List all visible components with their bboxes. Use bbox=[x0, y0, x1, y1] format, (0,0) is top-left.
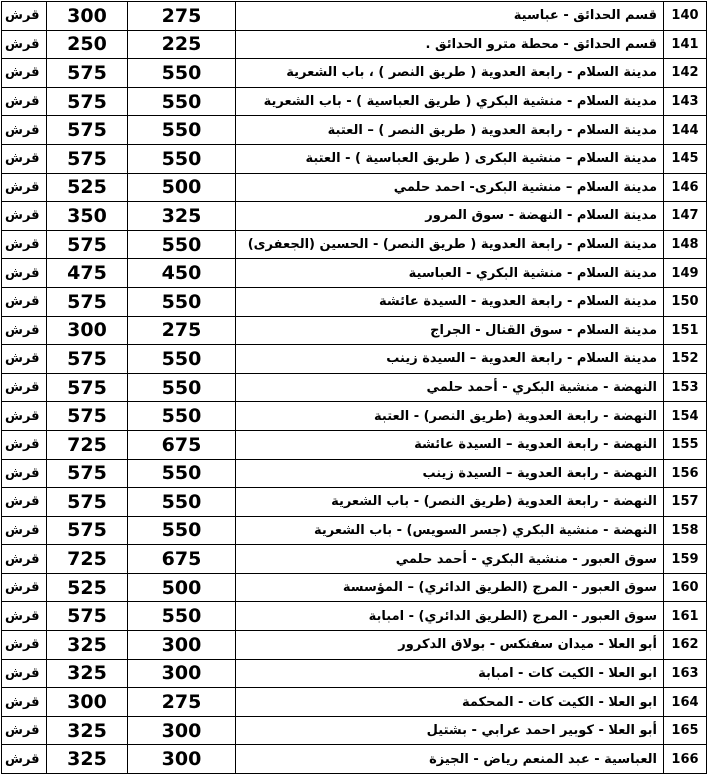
new-fare-cell: 300 bbox=[47, 2, 128, 31]
route-name-cell: مدينة السلام - منشية البكري ( طريق العباسية ) - باب الشعرية bbox=[236, 87, 664, 116]
old-fare-cell: 325 bbox=[128, 202, 236, 231]
currency-unit-cell: قرش bbox=[2, 659, 47, 688]
route-name-cell: مدينة السلام - رابعة العدوية ( طريق النصر) - الحسين (الجعفرى) bbox=[236, 230, 664, 259]
currency-unit-cell: قرش bbox=[2, 545, 47, 574]
table-row bbox=[2, 573, 707, 602]
route-name-cell: مدينة السلام - النهضة - سوق المرور bbox=[236, 202, 664, 231]
currency-unit-cell: قرش bbox=[2, 173, 47, 202]
line-number-cell: 150 bbox=[664, 287, 707, 316]
old-fare-cell: 450 bbox=[128, 259, 236, 288]
route-name-cell: مدينة السلام - رابعة العدوية - السيدة عائشة bbox=[236, 287, 664, 316]
new-fare-cell: 575 bbox=[47, 144, 128, 173]
table-row bbox=[2, 287, 707, 316]
currency-unit-cell: قرش bbox=[2, 631, 47, 660]
line-number-cell: 154 bbox=[664, 402, 707, 431]
old-fare-cell: 550 bbox=[128, 230, 236, 259]
old-fare-cell: 550 bbox=[128, 516, 236, 545]
new-fare-cell: 475 bbox=[47, 259, 128, 288]
new-fare-cell: 575 bbox=[47, 459, 128, 488]
table-row bbox=[2, 59, 707, 88]
new-fare-cell: 325 bbox=[47, 745, 128, 774]
line-number-cell: 159 bbox=[664, 545, 707, 574]
old-fare-cell: 300 bbox=[128, 716, 236, 745]
table-row bbox=[2, 316, 707, 345]
currency-unit-cell: قرش bbox=[2, 716, 47, 745]
route-name-cell: أبو العلا - كوبير احمد عرابي - بشتيل bbox=[236, 716, 664, 745]
table-row bbox=[2, 716, 707, 745]
line-number-cell: 162 bbox=[664, 631, 707, 660]
new-fare-cell: 350 bbox=[47, 202, 128, 231]
new-fare-cell: 575 bbox=[47, 602, 128, 631]
old-fare-cell: 275 bbox=[128, 688, 236, 717]
route-name-cell: النهضة - رابعة العدوية – السيدة زينب bbox=[236, 459, 664, 488]
new-fare-cell: 725 bbox=[47, 545, 128, 574]
table-row bbox=[2, 173, 707, 202]
table-row bbox=[2, 688, 707, 717]
currency-unit-cell: قرش bbox=[2, 259, 47, 288]
old-fare-cell: 550 bbox=[128, 144, 236, 173]
route-name-cell: مدينة السلام - رابعة العدوية – السيدة زينب bbox=[236, 345, 664, 374]
line-number-cell: 161 bbox=[664, 602, 707, 631]
table-row bbox=[2, 488, 707, 517]
line-number-cell: 163 bbox=[664, 659, 707, 688]
table-row bbox=[2, 659, 707, 688]
new-fare-cell: 575 bbox=[47, 59, 128, 88]
route-name-cell: سوق العبور - منشية البكري - أحمد حلمي bbox=[236, 545, 664, 574]
line-number-cell: 151 bbox=[664, 316, 707, 345]
table-row bbox=[2, 230, 707, 259]
route-name-cell: مدينة السلام – منشية البكرى- احمد حلمي bbox=[236, 173, 664, 202]
table-row bbox=[2, 30, 707, 59]
currency-unit-cell: قرش bbox=[2, 488, 47, 517]
new-fare-cell: 300 bbox=[47, 316, 128, 345]
old-fare-cell: 500 bbox=[128, 173, 236, 202]
old-fare-cell: 675 bbox=[128, 545, 236, 574]
old-fare-cell: 500 bbox=[128, 573, 236, 602]
line-number-cell: 160 bbox=[664, 573, 707, 602]
new-fare-cell: 525 bbox=[47, 573, 128, 602]
line-number-cell: 165 bbox=[664, 716, 707, 745]
new-fare-cell: 325 bbox=[47, 716, 128, 745]
line-number-cell: 146 bbox=[664, 173, 707, 202]
currency-unit-cell: قرش bbox=[2, 287, 47, 316]
table-row bbox=[2, 602, 707, 631]
route-name-cell: النهضة - منشية البكري (جسر السويس) - باب الشعرية bbox=[236, 516, 664, 545]
table-row bbox=[2, 345, 707, 374]
currency-unit-cell: قرش bbox=[2, 144, 47, 173]
table-row bbox=[2, 459, 707, 488]
route-name-cell: مدينة السلام - رابعة العدوية ( طريق النصر ) ، باب الشعرية bbox=[236, 59, 664, 88]
old-fare-cell: 300 bbox=[128, 745, 236, 774]
table-row bbox=[2, 144, 707, 173]
route-name-cell: النهضة - رابعة العدوية (طريق النصر) - العتبة bbox=[236, 402, 664, 431]
line-number-cell: 158 bbox=[664, 516, 707, 545]
currency-unit-cell: قرش bbox=[2, 373, 47, 402]
currency-unit-cell: قرش bbox=[2, 316, 47, 345]
new-fare-cell: 575 bbox=[47, 287, 128, 316]
old-fare-cell: 550 bbox=[128, 345, 236, 374]
line-number-cell: 166 bbox=[664, 745, 707, 774]
route-name-cell: أبو العلا - ميدان سفنكس - بولاق الدكرور bbox=[236, 631, 664, 660]
route-name-cell: مدينة السلام - رابعة العدوية ( طريق النصر ) – العتبة bbox=[236, 116, 664, 145]
route-name-cell: العباسية - عبد المنعم رياض - الجيزة bbox=[236, 745, 664, 774]
line-number-cell: 164 bbox=[664, 688, 707, 717]
currency-unit-cell: قرش bbox=[2, 345, 47, 374]
line-number-cell: 145 bbox=[664, 144, 707, 173]
route-name-cell: النهضة - منشية البكري - أحمد حلمي bbox=[236, 373, 664, 402]
currency-unit-cell: قرش bbox=[2, 230, 47, 259]
new-fare-cell: 250 bbox=[47, 30, 128, 59]
line-number-cell: 149 bbox=[664, 259, 707, 288]
currency-unit-cell: قرش bbox=[2, 516, 47, 545]
route-name-cell: مدينة السلام - سوق القنال - الجراج bbox=[236, 316, 664, 345]
new-fare-cell: 575 bbox=[47, 373, 128, 402]
line-number-cell: 140 bbox=[664, 2, 707, 31]
route-name-cell: ابو العلا - الكيت كات - المحكمة bbox=[236, 688, 664, 717]
line-number-cell: 156 bbox=[664, 459, 707, 488]
old-fare-cell: 300 bbox=[128, 659, 236, 688]
currency-unit-cell: قرش bbox=[2, 116, 47, 145]
currency-unit-cell: قرش bbox=[2, 459, 47, 488]
old-fare-cell: 550 bbox=[128, 87, 236, 116]
currency-unit-cell: قرش bbox=[2, 602, 47, 631]
new-fare-cell: 575 bbox=[47, 230, 128, 259]
currency-unit-cell: قرش bbox=[2, 573, 47, 602]
line-number-cell: 157 bbox=[664, 488, 707, 517]
table-row bbox=[2, 259, 707, 288]
currency-unit-cell: قرش bbox=[2, 688, 47, 717]
new-fare-cell: 575 bbox=[47, 87, 128, 116]
table-row bbox=[2, 745, 707, 774]
route-name-cell: النهضة - رابعة العدوية (طريق النصر) - باب الشعرية bbox=[236, 488, 664, 517]
old-fare-cell: 550 bbox=[128, 287, 236, 316]
currency-unit-cell: قرش bbox=[2, 2, 47, 31]
new-fare-cell: 525 bbox=[47, 173, 128, 202]
line-number-cell: 152 bbox=[664, 345, 707, 374]
currency-unit-cell: قرش bbox=[2, 430, 47, 459]
currency-unit-cell: قرش bbox=[2, 87, 47, 116]
old-fare-cell: 275 bbox=[128, 2, 236, 31]
line-number-cell: 147 bbox=[664, 202, 707, 231]
route-name-cell: سوق العبور - المرج (الطريق الدائري) - امبابة bbox=[236, 602, 664, 631]
route-name-cell: مدينة السلام – منشية البكرى ( طريق العباسية ) - العتبة bbox=[236, 144, 664, 173]
route-name-cell: مدينة السلام - منشية البكري - العباسية bbox=[236, 259, 664, 288]
new-fare-cell: 575 bbox=[47, 345, 128, 374]
old-fare-cell: 550 bbox=[128, 402, 236, 431]
new-fare-cell: 300 bbox=[47, 688, 128, 717]
old-fare-cell: 275 bbox=[128, 316, 236, 345]
line-number-cell: 141 bbox=[664, 30, 707, 59]
table-row bbox=[2, 202, 707, 231]
route-name-cell: النهضة - رابعة العدوية – السيدة عائشة bbox=[236, 430, 664, 459]
line-number-cell: 142 bbox=[664, 59, 707, 88]
line-number-cell: 148 bbox=[664, 230, 707, 259]
table-row bbox=[2, 87, 707, 116]
route-name-cell: ابو العلا - الكيت كات - امبابة bbox=[236, 659, 664, 688]
old-fare-cell: 550 bbox=[128, 488, 236, 517]
currency-unit-cell: قرش bbox=[2, 59, 47, 88]
currency-unit-cell: قرش bbox=[2, 745, 47, 774]
fare-table-body bbox=[2, 2, 707, 774]
currency-unit-cell: قرش bbox=[2, 402, 47, 431]
line-number-cell: 144 bbox=[664, 116, 707, 145]
table-row bbox=[2, 402, 707, 431]
table-row bbox=[2, 516, 707, 545]
old-fare-cell: 550 bbox=[128, 116, 236, 145]
table-row bbox=[2, 545, 707, 574]
old-fare-cell: 550 bbox=[128, 373, 236, 402]
new-fare-cell: 325 bbox=[47, 659, 128, 688]
new-fare-cell: 575 bbox=[47, 488, 128, 517]
line-number-cell: 153 bbox=[664, 373, 707, 402]
new-fare-cell: 575 bbox=[47, 516, 128, 545]
old-fare-cell: 300 bbox=[128, 631, 236, 660]
fare-table bbox=[1, 1, 707, 774]
line-number-cell: 155 bbox=[664, 430, 707, 459]
new-fare-cell: 725 bbox=[47, 430, 128, 459]
new-fare-cell: 575 bbox=[47, 402, 128, 431]
table-row bbox=[2, 430, 707, 459]
table-row bbox=[2, 631, 707, 660]
route-name-cell: قسم الحدائق - محطة مترو الحدائق . bbox=[236, 30, 664, 59]
table-row bbox=[2, 373, 707, 402]
currency-unit-cell: قرش bbox=[2, 202, 47, 231]
old-fare-cell: 225 bbox=[128, 30, 236, 59]
old-fare-cell: 550 bbox=[128, 602, 236, 631]
currency-unit-cell: قرش bbox=[2, 30, 47, 59]
line-number-cell: 143 bbox=[664, 87, 707, 116]
old-fare-cell: 675 bbox=[128, 430, 236, 459]
old-fare-cell: 550 bbox=[128, 459, 236, 488]
route-name-cell: سوق العبور - المرج (الطريق الدائري) – المؤسسة bbox=[236, 573, 664, 602]
route-name-cell: قسم الحدائق - عباسية bbox=[236, 2, 664, 31]
new-fare-cell: 325 bbox=[47, 631, 128, 660]
new-fare-cell: 575 bbox=[47, 116, 128, 145]
table-row bbox=[2, 2, 707, 31]
table-row bbox=[2, 116, 707, 145]
old-fare-cell: 550 bbox=[128, 59, 236, 88]
